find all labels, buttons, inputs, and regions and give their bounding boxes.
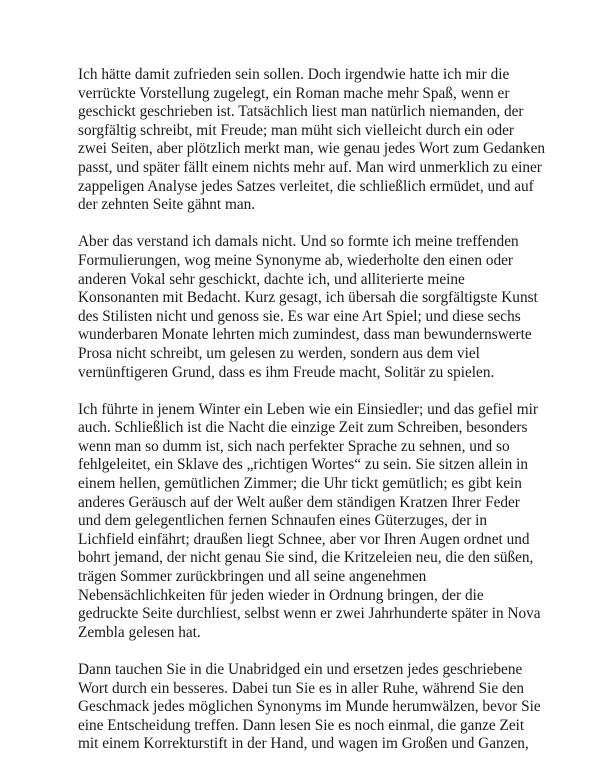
text-line: und dem gelegentlichen fernen Schnaufen eines Güterzuges, der in <box>78 512 488 530</box>
text-line: Zembla gelesen hat. <box>78 623 201 641</box>
text-line: anderen Vokal sehr geschickt, dachte ich, und alliterierte meine <box>78 270 465 288</box>
text-line: fehlgeleitet, ein Sklave des „richtigen Wortes“ zu sein. Sie sitzen allein in <box>78 456 529 474</box>
text-line: passt, und später fällt einem nichts mehr auf. Man wird unmerklich zu einer <box>78 158 542 176</box>
text-line: wenn man so dumm ist, sich nach perfekter Sprache zu sehnen, und so <box>78 437 510 455</box>
text-line: Aber das verstand ich damals nicht. Und so formte ich meine treffenden <box>78 233 519 251</box>
text-line: verrückte Vorstellung zugelegt, ein Roman mache mehr Spaß, wenn er <box>78 84 510 102</box>
text-line: sorgfältig schreibt, mit Freude; man müht sich vielleicht durch ein oder <box>78 121 514 139</box>
text-line: des Stilisten nicht und genoss sie. Es war eine Art Spiel; und diese sechs <box>78 307 521 325</box>
text-line: Prosa nicht schreibt, um gelesen zu werden, sondern aus dem viel <box>78 344 480 362</box>
text-line: Geschmack jedes möglichen Synonyms im Munde herumwälzen, bevor Sie <box>78 698 541 716</box>
text-line: einem hellen, gemütlichen Zimmer; die Uhr tickt gemütlich; es gibt kein <box>78 475 522 493</box>
text-line: auch. Schließlich ist die Nacht die einzige Zeit zum Schreiben, besonders <box>78 419 528 437</box>
paragraph-1 <box>78 66 546 215</box>
text-line: anderes Geräusch auf der Welt außer dem ständigen Kratzen Ihrer Feder <box>78 493 520 511</box>
text-line: Dann tauchen Sie in die Unabridged ein und ersetzen jedes geschriebene <box>78 661 523 678</box>
text-line: Lichfield einfährt; draußen liegt Schnee, aber vor Ihren Augen ordnet und <box>78 530 530 548</box>
text-line: geschickt geschrieben ist. Tatsächlich liest man natürlich niemanden, der <box>78 103 524 121</box>
paragraph-3 <box>78 400 541 643</box>
text-line: zappeligen Analyse jedes Satzes verleitet, die schließlich ermüdet, und auf <box>78 177 534 195</box>
text-line: bohrt jemand, der nicht genau Sie sind, die Kritzeleien neu, die den süßen, <box>78 549 534 567</box>
text-line: der zehnten Seite gähnt man. <box>78 196 256 214</box>
text-line: eine Entscheidung treffen. Dann lesen Sie es noch einmal, die ganze Zeit <box>78 716 525 734</box>
text-line: gedruckte Seite durchliest, selbst wenn er zwei Jahrhunderte später in Nova <box>78 605 541 623</box>
text-line: Ich führte in jenem Winter ein Leben wie ein Einsiedler; und das gefiel mir <box>78 400 538 418</box>
text-line: vernünftigeren Grund, dass es ihm Freude macht, Solitär zu spielen. <box>78 363 495 381</box>
text-line: Konsonanten mit Bedacht. Kurz gesagt, ich übersah die sorgfältigste Kunst <box>78 289 538 307</box>
text-line: Wort durch ein besseres. Dabei tun Sie es in aller Ruhe, während Sie den <box>78 679 525 697</box>
text-line: Ich hätte damit zufrieden sein sollen. Doch irgendwie hatte ich mir die <box>78 66 510 83</box>
paragraph-4 <box>78 661 541 754</box>
text-line: Nebensächlichkeiten für jeden wieder in Ordnung bringen, der die <box>78 586 484 604</box>
text-line: mit einem Korrekturstift in der Hand, und wagen im Großen und Ganzen, <box>78 735 529 753</box>
text-line: trägen Sommer zurückbringen und all seine angenehmen <box>78 568 427 586</box>
text-line: zwei Seiten, aber plötzlich merkt man, wie genau jedes Wort zum Gedanken <box>78 140 546 158</box>
text-line: wunderbaren Monate lehrten mich zumindest, dass man bewundernswerte <box>78 326 532 344</box>
document-page <box>78 66 546 773</box>
paragraph-2 <box>78 233 538 382</box>
text-line: Formulierungen, wog meine Synonyme ab, wiederholte den einen oder <box>78 251 513 269</box>
